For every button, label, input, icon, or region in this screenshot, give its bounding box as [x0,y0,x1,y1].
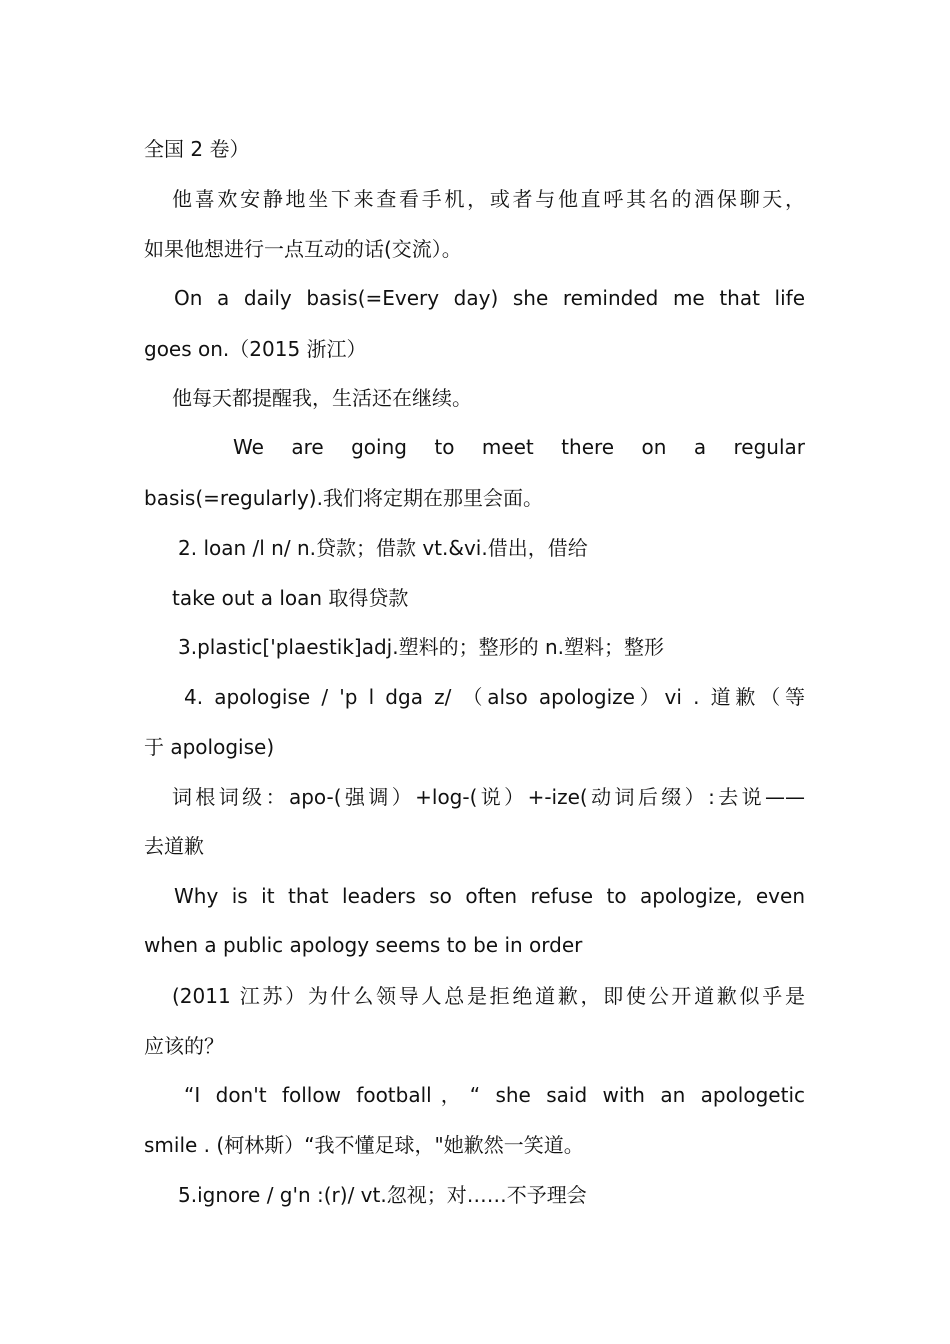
text-line: 2. loan /l n/ n.贷款；借款 vt.&vi.借出，借给 [178,536,588,560]
text-line: Why is it that leaders so often refuse to apologize, even [174,884,805,908]
text-line: 词根词级：apo-(强调）+log-(说）+-ize(动词后缀）:去说—— [172,785,805,809]
text-line: 4. apologise / 'p l dga z/ （also apologize）vi . 道歉（等 [184,685,805,709]
text-line: On a daily basis(=Every day) she reminded me that life [174,286,805,310]
text-line: 于 apologise) [144,735,275,759]
text-line: 他喜欢安静地坐下来查看手机，或者与他直呼其名的酒保聊天， [172,187,805,211]
text-line: 3.plastic['plaestik]adj.塑料的；整形的 n.塑料；整形 [178,635,664,659]
text-line: “I don't follow football，“ she said with an apologetic [184,1083,805,1107]
text-line: 如果他想进行一点互动的话(交流）。 [144,237,462,261]
text-line: 5.ignore / g'n :(r)/ vt.忽视；对……不予理会 [178,1183,587,1207]
text-line: when a public apology seems to be in order [144,933,583,957]
text-line: basis(=regularly).我们将定期在那里会面。 [144,486,543,510]
text-line: take out a loan 取得贷款 [172,586,409,610]
text-line: (2011 江苏）为什么领导人总是拒绝道歉，即使公开道歉似乎是 [172,984,805,1008]
text-line: 他每天都提醒我，生活还在继续。 [172,386,472,410]
text-line: smile . (柯林斯）“我不懂足球，"她歉然一笑道。 [144,1133,584,1157]
text-line: We are going to meet there on a regular [233,435,805,459]
text-line: goes on.（2015 浙江） [144,337,367,361]
text-line: 应该的？ [144,1034,224,1058]
text-line: 全国 2 卷） [144,137,250,161]
text-line: 去道歉 [144,834,204,858]
